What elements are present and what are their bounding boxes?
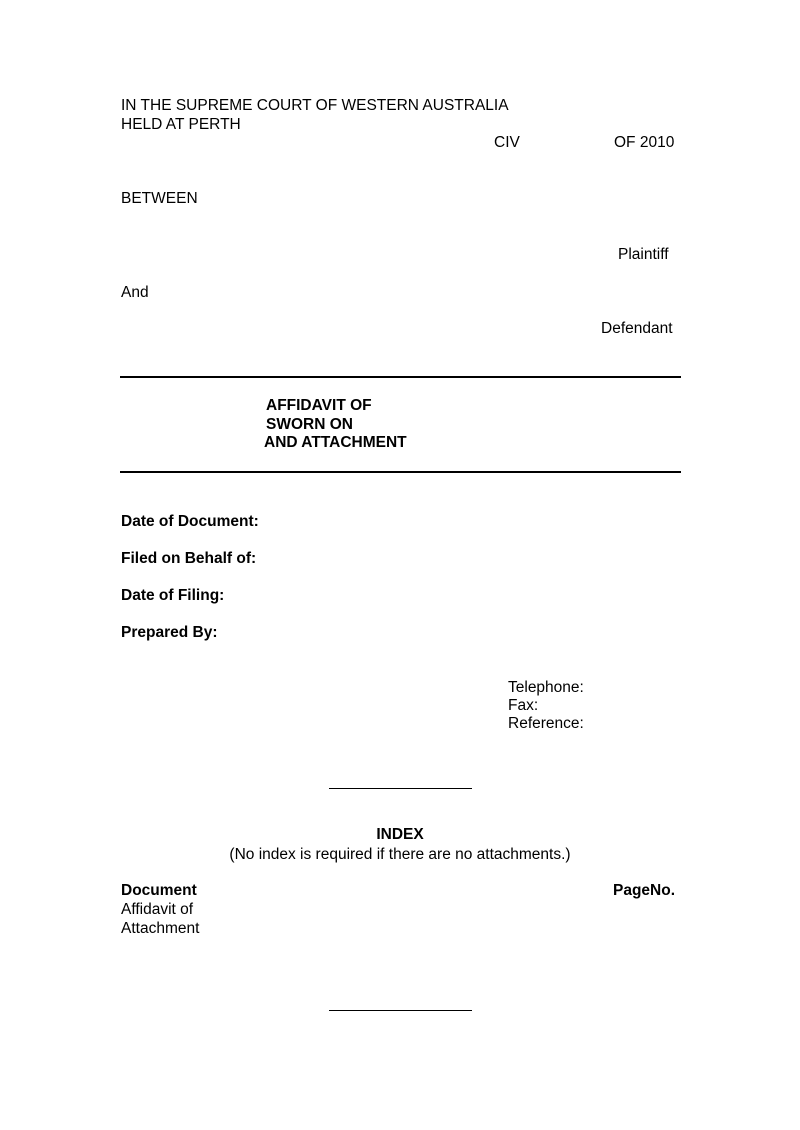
separator-rule-2: [329, 1010, 472, 1011]
telephone-label: Telephone:: [508, 679, 584, 696]
index-heading: INDEX: [376, 826, 424, 843]
index-row: Attachment: [121, 920, 200, 937]
index-row: Affidavit of: [121, 901, 194, 918]
filed-on-behalf-of-label: Filed on Behalf of:: [121, 550, 257, 567]
prepared-by-label: Prepared By:: [121, 624, 218, 641]
index-note: (No index is required if there are no attachments.): [229, 846, 571, 863]
index-column-page-no: PageNo.: [613, 882, 676, 899]
reference-label: Reference:: [508, 715, 584, 732]
between-label: BETWEEN: [121, 190, 198, 207]
court-location: HELD AT PERTH: [121, 116, 241, 133]
date-of-document-label: Date of Document:: [121, 513, 259, 530]
defendant-label: Defendant: [601, 320, 673, 337]
plaintiff-label: Plaintiff: [618, 246, 669, 263]
index-column-document: Document: [121, 882, 197, 899]
title-sworn-on: SWORN ON: [266, 416, 353, 433]
and-label: And: [121, 284, 149, 301]
separator-rule-1: [329, 788, 472, 789]
case-year: OF 2010: [614, 134, 675, 151]
date-of-filing-label: Date of Filing:: [121, 587, 225, 604]
title-affidavit-of: AFFIDAVIT OF: [266, 397, 372, 414]
court-name: IN THE SUPREME COURT OF WESTERN AUSTRALIA: [121, 97, 509, 114]
title-top-rule: [120, 376, 681, 378]
title-and-attachment: AND ATTACHMENT: [264, 434, 407, 451]
case-civ-label: CIV: [494, 134, 520, 151]
fax-label: Fax:: [508, 697, 539, 714]
title-bottom-rule: [120, 471, 681, 473]
